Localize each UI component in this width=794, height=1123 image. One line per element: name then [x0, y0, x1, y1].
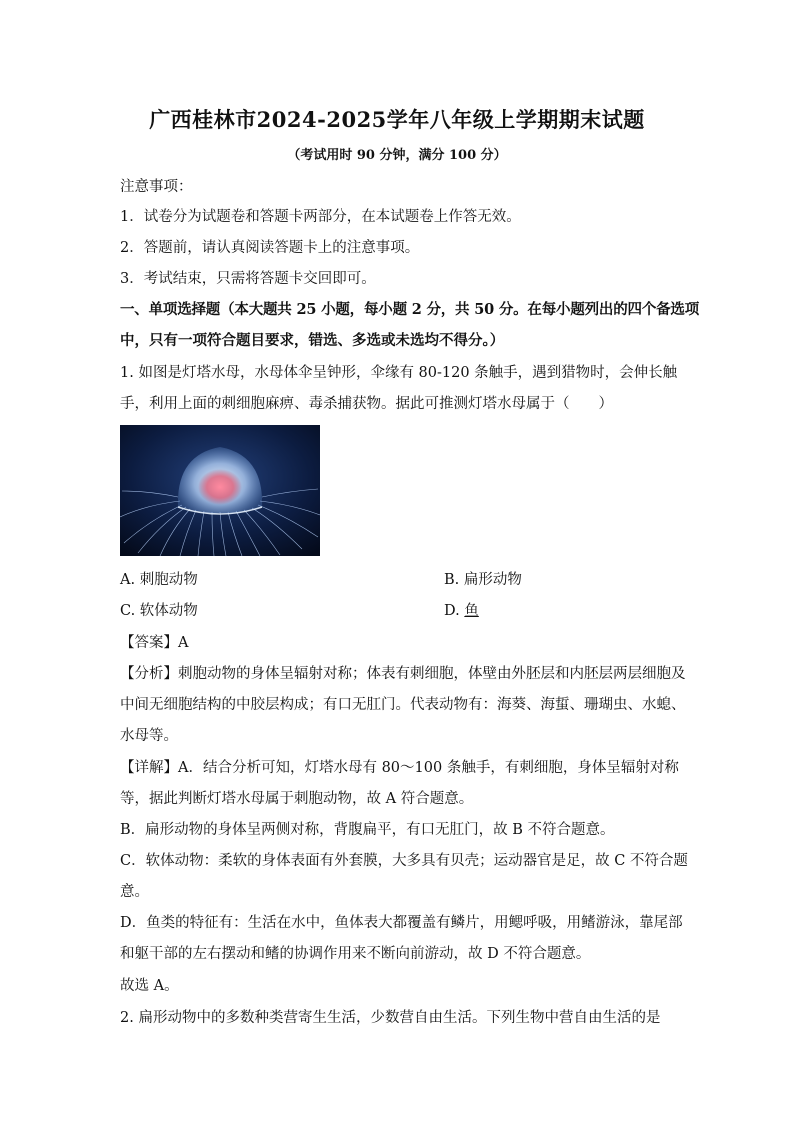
analysis-line: 【分析】刺胞动物的身体呈辐射对称；体表有刺细胞，体壁由外胚层和内胚层两层细胞及: [120, 666, 686, 682]
section-heading-cont: 中，只有一项符合题目要求，错选、多选或未选均不得分。）: [120, 332, 505, 349]
question-1-stem-cont: 手，利用上面的刺细胞麻痹、毒杀捕获物。据此可推测灯塔水母属于（ ）: [120, 396, 613, 412]
detail-line: 故选 A。: [120, 978, 179, 994]
detail-line: B．扁形动物的身体呈两侧对称，背腹扁平，有口无肛门，故 B 不符合题意。: [120, 822, 615, 838]
notice-item: 2．答题前，请认真阅读答题卡上的注意事项。: [120, 240, 420, 256]
question-1-stem: 1. 如图是灯塔水母，水母体伞呈钟形，伞缘有 80-120 条触手，遇到猎物时，会伸长触: [120, 365, 678, 381]
notice-item: 1．试卷分为试题卷和答题卡两部分，在本试题卷上作答无效。: [120, 209, 521, 225]
detail-line: 【详解】A．结合分析可知，灯塔水母有 80～100 条触手，有刺细胞，身体呈辐射对称: [120, 760, 679, 776]
notice-item: 3．考试结束，只需将答题卡交回即可。: [120, 271, 376, 287]
detail-line: 等，据此判断灯塔水母属于刺胞动物，故 A 符合题意。: [120, 791, 474, 807]
analysis-line: 水母等。: [120, 728, 178, 744]
answer: 【答案】A: [120, 635, 189, 651]
option-a: A. 刺胞动物: [120, 572, 198, 588]
detail-line: D．鱼类的特征有：生活在水中，鱼体表大都覆盖有鳞片，用鳃呼吸，用鳍游泳，靠尾部: [120, 915, 683, 931]
notice-heading: 注意事项：: [120, 179, 193, 195]
analysis-line: 中间无细胞结构的中胶层构成；有口无肛门。代表动物有：海葵、海蜇、珊瑚虫、水螅、: [120, 697, 686, 713]
page-title: 广西桂林市2024-2025学年八年级上学期期末试题: [149, 107, 645, 132]
option-b: B. 扁形动物: [444, 572, 522, 588]
option-d-text: 鱼: [464, 603, 479, 619]
option-d: [444, 601, 479, 621]
section-heading: 一、单项选择题（本大题共 25 小题，每小题 2 分，共 50 分。在每小题列出的四个备选项: [120, 301, 700, 318]
exam-subtitle: （考试用时 90 分钟，满分 100 分）: [287, 148, 507, 163]
question-2-stem: 2. 扁形动物中的多数种类营寄生生活，少数营自由生活。下列生物中营自由生活的是: [120, 1010, 661, 1026]
option-c: C. 软体动物: [120, 603, 198, 619]
jellyfish-photo: [120, 425, 320, 556]
option-d-prefix: D.: [444, 603, 465, 619]
detail-line: C．软体动物：柔软的身体表面有外套膜，大多具有贝壳；运动器官是足，故 C 不符合题: [120, 853, 688, 869]
detail-line: 和躯干部的左右摆动和鳍的协调作用来不断向前游动，故 D 不符合题意。: [120, 946, 591, 962]
detail-line: 意。: [120, 884, 149, 900]
